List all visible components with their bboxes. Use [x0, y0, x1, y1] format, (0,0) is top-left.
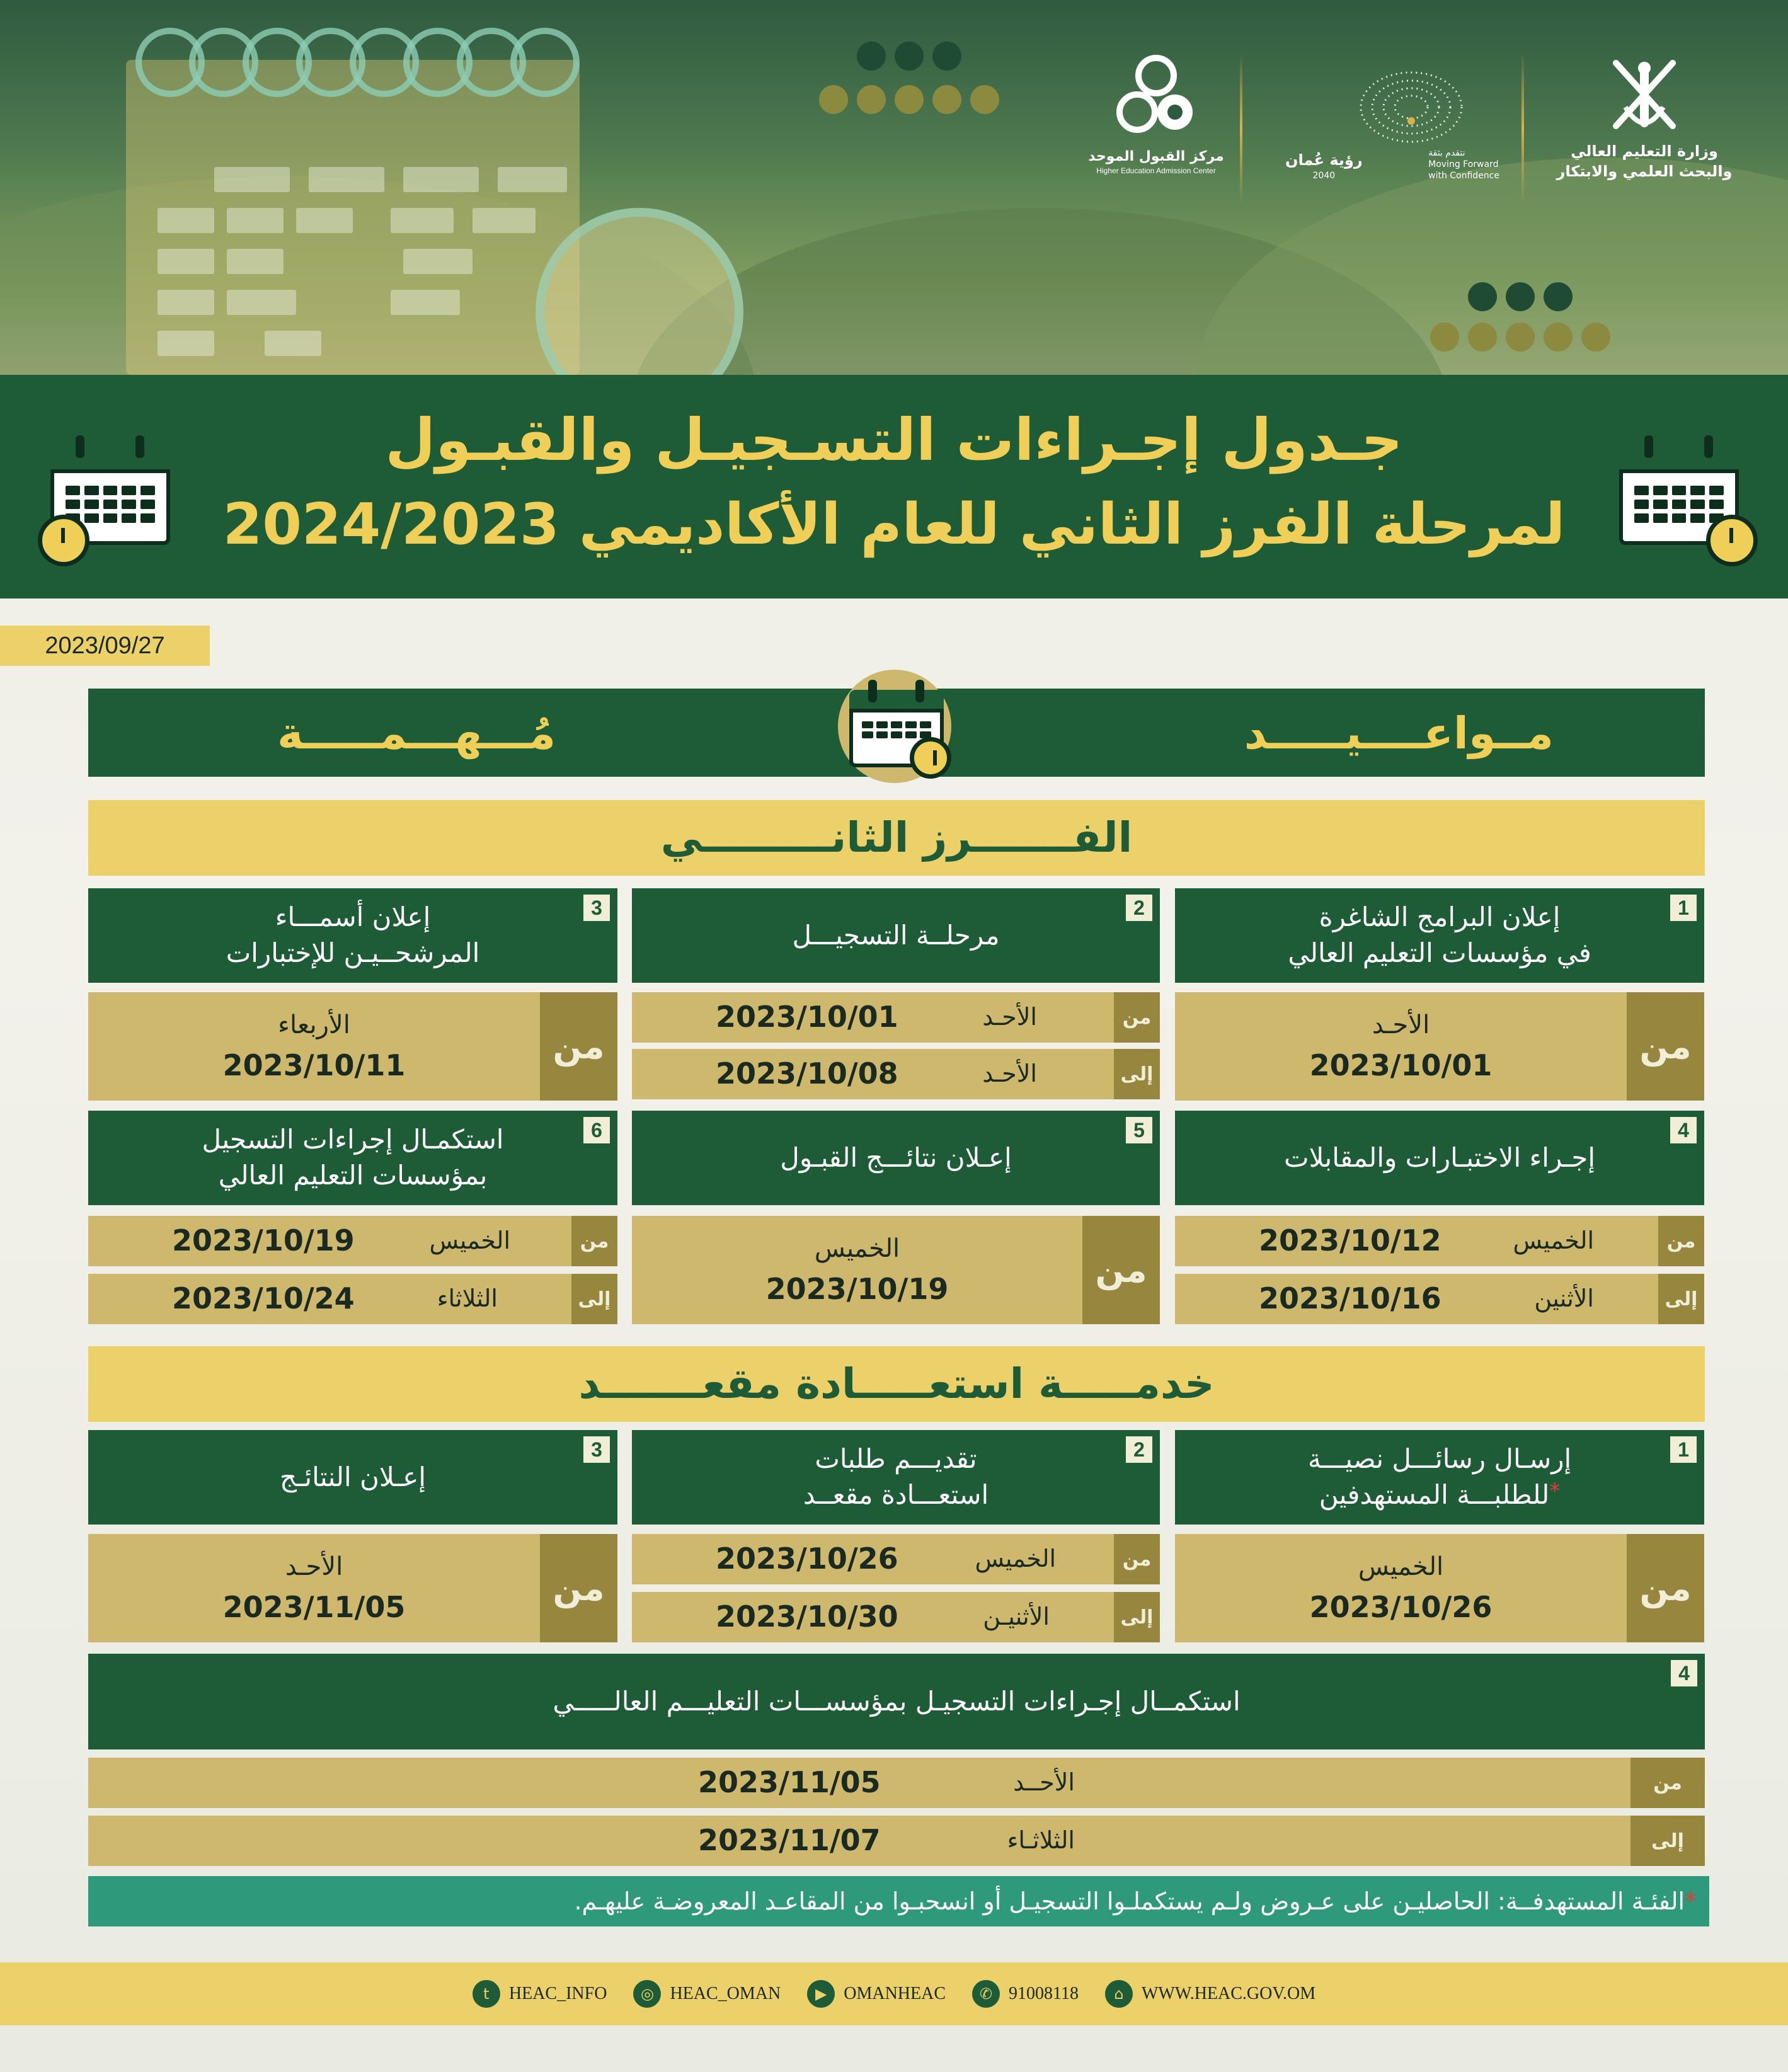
date-box-results-announcement — [88, 1534, 617, 1642]
vision-swirl-icon — [1317, 50, 1468, 145]
from-label: من — [1114, 992, 1160, 1043]
from-label: من — [1114, 1534, 1160, 1584]
from-date: 2023/10/19 — [765, 1272, 949, 1306]
to-day: الثلاثاء — [437, 1285, 498, 1312]
vision-2040-logo — [1279, 50, 1506, 214]
footer-label: HEAC_INFO — [508, 1984, 607, 2003]
from-day: الخميس — [429, 1227, 510, 1254]
calendar-illustration — [126, 60, 580, 375]
from-label: من — [1082, 1216, 1160, 1324]
vision-title: رؤية عُمان — [1285, 151, 1363, 169]
from-label: من — [540, 1534, 617, 1642]
from-date: 2023/10/26 — [716, 1542, 898, 1576]
ministry-logo — [1550, 50, 1739, 214]
vision-ar-slogan: نتقدم بثقة — [1428, 148, 1465, 158]
ministry-emblem-icon — [1597, 50, 1692, 139]
footer-instagram[interactable] — [633, 1980, 781, 2008]
ministry-name-line1: وزارة التعليم العالي — [1571, 142, 1718, 160]
from-date: 2023/10/11 — [222, 1048, 406, 1082]
card-title-line2: للطلبـــة المستهدفين — [1319, 1479, 1550, 1510]
from-label: من — [571, 1216, 617, 1266]
from-label: من — [1658, 1216, 1704, 1266]
youtube-icon: ▶ — [807, 1980, 835, 2008]
card-seat-requests — [632, 1430, 1160, 1525]
to-row-seat-requests — [632, 1592, 1160, 1642]
card-title-line1: إرسـال رسائـــل نصيـــة — [1307, 1443, 1572, 1475]
card-title-line1: إعلان أسمـــاء — [275, 901, 431, 933]
from-label: من — [1630, 1758, 1705, 1808]
card-number: 4 — [1670, 1117, 1697, 1143]
card-title-line1: مرحلــة التسجيـــل — [792, 919, 1000, 951]
to-date: 2023/11/07 — [698, 1823, 881, 1857]
vision-en-slogan-2: with Confidence — [1428, 171, 1499, 181]
date-box-vacant-programs — [1175, 992, 1704, 1101]
card-title-line1: إجـراء الاختبـارات والمقابلات — [1283, 1142, 1596, 1173]
from-date: 2023/10/12 — [1259, 1223, 1441, 1257]
from-label: من — [540, 992, 617, 1101]
card-number: 6 — [583, 1117, 610, 1143]
logo-divider — [1522, 54, 1524, 205]
card-tests-interviews — [1175, 1111, 1704, 1205]
card-title-line1: تقديـــم طلبات — [815, 1443, 977, 1475]
date-box-send-sms — [1175, 1534, 1704, 1642]
footer-youtube[interactable] — [807, 1980, 946, 2008]
from-day: الخميس — [1358, 1552, 1444, 1581]
footer-label: 91008118 — [1009, 1984, 1079, 2003]
card-number: 3 — [583, 895, 610, 921]
from-day: الأحـد — [285, 1552, 343, 1581]
from-date: 2023/11/05 — [698, 1765, 881, 1799]
to-date: 2023/10/16 — [1259, 1281, 1441, 1315]
card-number: 5 — [1126, 1117, 1152, 1143]
date-box-admission-results — [632, 1216, 1160, 1324]
card-title-line2: بمؤسسات التعليم العالي — [218, 1160, 488, 1191]
card-title-line1: إعـلان نتائـــج القبـول — [780, 1142, 1012, 1173]
from-date: 2023/10/19 — [172, 1223, 355, 1257]
card-title-line2: استعـــادة مقعــد — [803, 1479, 989, 1510]
important-dates-word1: مــواعــــيـــــد — [1244, 707, 1554, 759]
card-complete-registration-institutions — [88, 1654, 1705, 1749]
to-day: الأثنيـن — [983, 1603, 1050, 1630]
card-title-line1: إعلان البرامج الشاغرة — [1319, 901, 1561, 933]
card-number: 1 — [1670, 895, 1697, 921]
footer-label: WWW.HEAC.GOV.OM — [1141, 1984, 1316, 2003]
from-date: 2023/11/05 — [222, 1590, 406, 1624]
card-number: 2 — [1126, 1436, 1152, 1463]
to-day: الثلاثـاء — [1007, 1826, 1075, 1854]
to-date: 2023/10/30 — [716, 1600, 898, 1634]
from-row-complete-institutions — [88, 1758, 1705, 1808]
to-row-complete-registration — [88, 1274, 617, 1324]
twitter-icon: t — [473, 1980, 500, 2008]
card-results-announcement — [88, 1430, 617, 1525]
to-date: 2023/10/24 — [172, 1281, 355, 1315]
publish-date: 2023/09/27 — [0, 626, 210, 666]
to-day: الأحـد — [982, 1060, 1037, 1087]
to-label: إلى — [1114, 1049, 1160, 1099]
from-day: الخميس — [975, 1545, 1056, 1572]
asterisk-mark: * — [1549, 1479, 1561, 1504]
hero-banner — [0, 0, 1788, 375]
important-dates-word2: مُـــهـــمـــــة — [277, 707, 556, 759]
to-label: إلى — [1630, 1816, 1705, 1866]
from-day: الأحــد — [1013, 1768, 1075, 1796]
card-vacant-programs — [1175, 888, 1704, 983]
asterisk-mark: * — [1685, 1887, 1697, 1915]
to-day: الأثنين — [1534, 1285, 1594, 1312]
card-send-sms — [1175, 1430, 1704, 1525]
card-number: 4 — [1671, 1660, 1697, 1686]
logo-divider — [1240, 54, 1242, 205]
card-number: 1 — [1670, 1436, 1697, 1463]
from-label: من — [1627, 992, 1704, 1101]
title-band — [0, 375, 1788, 598]
heac-logo — [1084, 50, 1229, 214]
from-row-seat-requests — [632, 1534, 1160, 1584]
card-title-line1: إعـلان النتائـج — [280, 1461, 427, 1492]
calendar-clock-icon — [849, 676, 944, 767]
footer-contacts — [0, 1962, 1788, 2025]
card-title-line2: المرشحــيـن للإختبارات — [226, 937, 480, 968]
to-row-complete-institutions — [88, 1816, 1705, 1866]
from-label: من — [1627, 1534, 1704, 1642]
important-dates-badge — [838, 670, 951, 783]
note-text: الفئـة المستهدفــة: الحاصليـن على عـروض ولـم يستكملـوا التسجيـل أو انسحبـوا من المقاعـد المعروضـة عليهـم. — [574, 1887, 1685, 1915]
website-icon: ⌂ — [1105, 1980, 1133, 2008]
ministry-name-line2: والبحث العلمي والابتكار — [1556, 163, 1733, 181]
footer-website[interactable] — [1105, 1980, 1315, 2008]
card-title-line2: في مؤسسات التعليم العالي — [1288, 937, 1591, 968]
from-day: الخميس — [814, 1234, 900, 1263]
from-row-complete-registration — [88, 1216, 617, 1266]
to-label: إلى — [1658, 1274, 1704, 1324]
vision-year: 2040 — [1312, 171, 1336, 181]
calendar-clock-icon — [1619, 432, 1739, 545]
footer-label: OMANHEAC — [844, 1984, 946, 2003]
card-title-line1: استكمــال إجـراءات التسجيـل بمؤسســـات التعليـــم العالـــــي — [553, 1685, 1241, 1717]
from-day: الأحـد — [1372, 1010, 1430, 1039]
section-second-sorting-title: الفـــــــرز الثانـــــــــي — [88, 800, 1705, 876]
to-row-registration — [632, 1049, 1160, 1099]
to-date: 2023/10/08 — [716, 1056, 898, 1090]
instagram-icon: ◎ — [633, 1980, 661, 2008]
card-title-line1: استكمـال إجراءات التسجيل — [202, 1124, 504, 1155]
from-day: الخميس — [1513, 1227, 1594, 1254]
from-date: 2023/10/01 — [716, 1000, 898, 1034]
footer-label: HEAC_OMAN — [670, 1984, 781, 2003]
section-seat-recovery-title: خدمـــــة استعـــــادة مقعـــــــد — [88, 1346, 1705, 1422]
from-row-tests — [1175, 1216, 1704, 1266]
heac-emblem-icon — [1109, 50, 1203, 145]
target-group-note — [88, 1876, 1709, 1926]
card-candidates-names — [88, 888, 617, 983]
card-number: 3 — [583, 1436, 610, 1463]
main-title-line2: لمرحلة الفرز الثاني للعام الأكاديمي 2024/2023 — [222, 491, 1566, 558]
heac-name-ar: مركز القبول الموحد — [1088, 149, 1224, 164]
main-title-line1: جـدول إجـراءات التسـجيـل والقبـول — [385, 406, 1403, 474]
from-row-registration — [632, 992, 1160, 1043]
from-day: الأحـد — [982, 1003, 1037, 1031]
whatsapp-icon: ✆ — [972, 1980, 1000, 2008]
footer-whatsapp[interactable] — [972, 1980, 1079, 2008]
heac-name-en: Higher Education Admission Center — [1096, 166, 1216, 175]
from-day: الأربعاء — [278, 1010, 350, 1039]
calendar-clock-icon — [50, 432, 170, 545]
footer-twitter[interactable] — [473, 1980, 607, 2008]
from-date: 2023/10/26 — [1309, 1590, 1493, 1624]
to-label: إلى — [1114, 1592, 1160, 1642]
card-number: 2 — [1126, 895, 1152, 921]
from-date: 2023/10/01 — [1309, 1048, 1493, 1082]
to-row-tests — [1175, 1274, 1704, 1324]
to-label: إلى — [571, 1274, 617, 1324]
card-registration-phase — [632, 888, 1160, 983]
date-box-candidates-names — [88, 992, 617, 1101]
card-admission-results — [632, 1111, 1160, 1205]
card-complete-registration — [88, 1111, 617, 1205]
vision-en-slogan-1: Moving Forward — [1428, 159, 1499, 170]
